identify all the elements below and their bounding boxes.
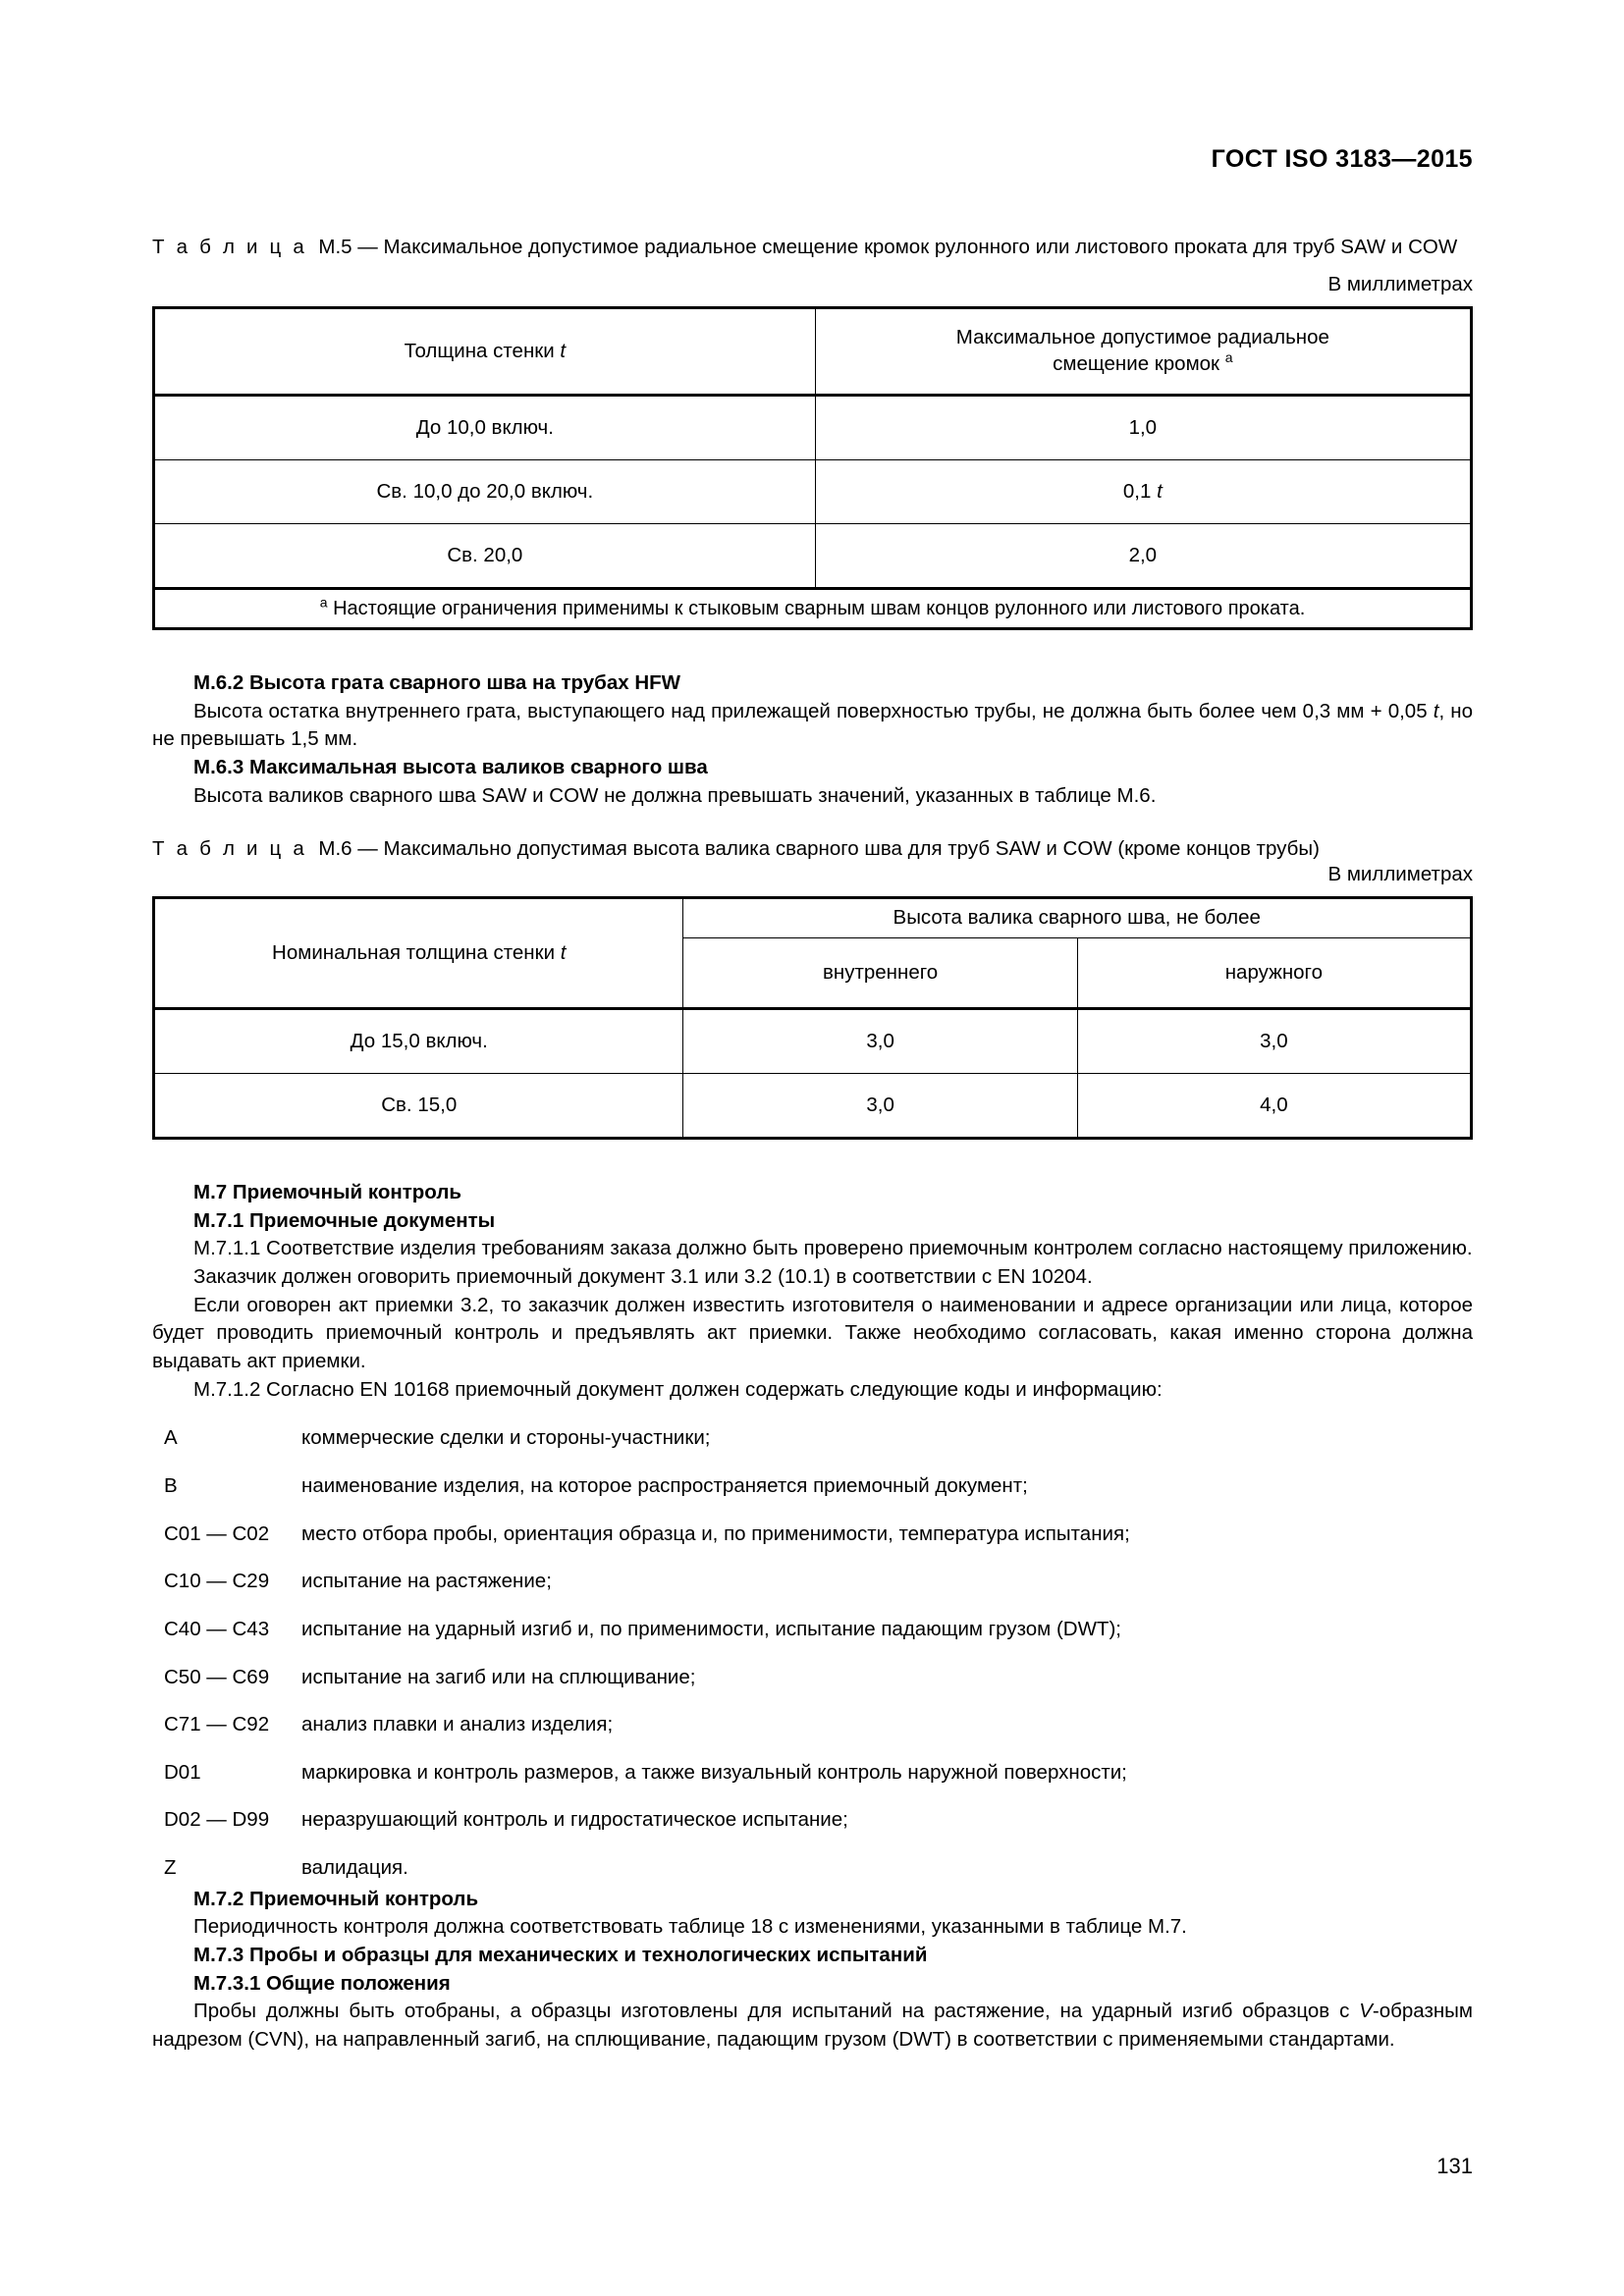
code-key: D02 — D99 [164,1808,270,1832]
page-number: 131 [1436,2154,1473,2178]
paragraph-m6-3-body: Высота валиков сварного шва SAW и COW не должна превышать значений, указанных в таблице М.6. [193,783,1157,807]
table-row [154,1073,1472,1138]
table-m6-header-thickness-symbol: t [560,940,567,964]
table-m6-header-thickness-text: Номинальная толщина стенки [272,940,561,964]
table-m6-cell-outer: 3,0 [1077,1008,1471,1073]
table-m6-header-thickness [154,898,683,1009]
paragraph-m6-2-symbol: t [1433,699,1439,722]
paragraph-m7-1-acceptance-act: Если оговорен акт приемки 3.2, то заказчик должен известить изготовителя о наименовании и адресе организации или лица, которое будет проводить приемочный контроль и предъявлять акт приемки. Также необходимо согласовать, какая именно сторона должна выдавать акт приемки. [152,1293,1473,1372]
table-m6-header-outer: наружного [1077,937,1471,1008]
table-m6-caption-dash: — [357,837,378,861]
table-m5-header-offset-line2: смещение кромок [1053,351,1225,375]
table-m5-cell-thickness: Св. 20,0 [154,523,816,588]
table-row [154,523,1472,588]
code-key: D01 [164,1760,201,1784]
paragraph-m7-3-1-symbol: V [1359,2000,1373,2023]
paragraph-m7-1-1: М.7.1.1 Соответствие изделия требованиям заказа должно быть проверено приемочным контролем согласно настоящему приложению. [193,1237,1473,1260]
table-m5-caption-number: М.5 [307,236,352,258]
table-m6-caption-label: Т а б л и ц а [152,837,307,861]
list-item [152,1569,1473,1617]
table-m5-header-row [154,307,1472,395]
list-item [152,1473,1473,1522]
table-m5-cell-offset [815,459,1471,523]
table-m5-cell-offset-value: 2,0 [1128,543,1158,566]
list-item [152,1522,1473,1570]
table-m5-cell-offset-value: 0,1 [1122,479,1158,503]
table-m6-units: В миллиметрах [1327,863,1473,886]
table-m5-header-thickness [154,307,816,395]
heading-m6-3: М.6.3 Максимальная высота валиков сварного шва [193,755,708,778]
heading-m7-1: М.7.1 Приемочные документы [193,1208,496,1232]
table-m6-cell-thickness: До 15,0 включ. [154,1008,683,1073]
code-description: коммерческие сделки и стороны-участники; [301,1426,711,1450]
heading-m7-3: М.7.3 Пробы и образцы для механических и технологических испытаний [193,1944,928,1967]
code-description: испытание на растяжение; [301,1570,552,1593]
heading-m7: М.7 Приемочный контроль [193,1180,461,1203]
list-item [152,1712,1473,1760]
table-m6-header-row-1 [154,898,1472,938]
table-m6-caption [152,835,1473,863]
acceptance-document-code-list [152,1425,1473,1885]
table-m5-footnote [154,588,1472,628]
code-key: B [164,1473,178,1497]
paragraph-m7-3-1-part1: Пробы должны быть отобраны, а образцы изготовлены для испытаний на растяжение, на ударный изгиб образцов с [193,2000,1360,2023]
code-description: испытание на ударный изгиб и, по применимости, испытание падающим грузом (DWT); [301,1617,1121,1640]
table-row [154,459,1472,523]
table-m5-cell-thickness: До 10,0 включ. [154,395,816,459]
table-m6 [152,896,1473,1140]
code-key: C50 — C69 [164,1665,270,1688]
document-header-standard-number: ГОСТ ISO 3183—2015 [1211,145,1473,173]
table-m6-header-inner: внутреннего [683,937,1077,1008]
table-m5-caption-label: Т а б л и ц а [152,236,307,258]
table-row [154,395,1472,459]
table-m5-cell-offset [815,395,1471,459]
table-m5-caption-dash: — [357,236,378,258]
table-m5-footnote-row [154,588,1472,628]
table-row [154,1008,1472,1073]
page-content [152,0,1473,2055]
table-m5-caption-text: Максимальное допустимое радиальное смещение кромок рулонного или листового проката для труб SAW и COW [383,236,1458,258]
code-key: C10 — C29 [164,1570,270,1593]
table-m6-cell-thickness: Св. 15,0 [154,1073,683,1138]
code-description: валидация. [301,1856,408,1880]
table-m5-footnote-marker: a [319,594,328,611]
table-m5-footnote-text: Настоящие ограничения применимы к стыковым сварным швам концов рулонного или листового проката. [327,597,1306,619]
paragraph-m6-2-body [152,698,1473,754]
code-key: C01 — C02 [164,1522,270,1545]
table-m6-header-group: Высота валика сварного шва, не более [683,898,1472,938]
heading-m7-3-1: М.7.3.1 Общие положения [193,1971,451,1995]
code-key: C71 — C92 [164,1713,270,1736]
code-description: маркировка и контроль размеров, а также визуальный контроль наружной поверхности; [301,1760,1127,1784]
paragraph-m7-1-customer-doc: Заказчик должен оговорить приемочный документ 3.1 или 3.2 (10.1) в соответствии с EN 10204. [193,1264,1093,1288]
table-m5-cell-offset [815,523,1471,588]
table-m5-header-thickness-text: Толщина стенки [404,339,561,362]
paragraph-m7-3-1-body [152,1998,1473,2054]
table-m6-cell-inner: 3,0 [683,1073,1077,1138]
code-description: анализ плавки и анализ изделия; [301,1713,614,1736]
page-number-wrapper [152,2140,1473,2179]
list-item [152,1760,1473,1808]
table-m5-header-offset-line1: Максимальное допустимое радиальное [955,326,1329,349]
paragraph-m7-2-body: Периодичность контроля должна соответствовать таблице 18 с изменениями, указанными в таблице М.7. [193,1915,1187,1939]
table-m5-caption [152,234,1473,261]
code-key: C40 — C43 [164,1617,270,1640]
paragraph-m6-2-part1: Высота остатка внутреннего грата, выступающего над прилежащей поверхностью трубы, не должна быть более чем 0,3 мм + 0,05 [193,699,1434,722]
table-m5-cell-thickness: Св. 10,0 до 20,0 включ. [154,459,816,523]
list-item [152,1617,1473,1665]
code-description: неразрушающий контроль и гидростатическое испытание; [301,1808,848,1832]
paragraph-m6-2-part2: , но не превышать 1,5 мм. [152,699,1473,751]
paragraph-m7-3-1-part2: -образным надрезом (CVN), на направленный загиб, на сплющивание, падающим грузом (DWT) в соответствии с применяемыми стандартами. [152,2000,1473,2052]
table-m5-header-thickness-symbol: t [560,339,567,362]
table-m6-cell-outer: 4,0 [1077,1073,1471,1138]
code-description: испытание на загиб или на сплющивание; [301,1665,696,1688]
table-m5 [152,306,1473,630]
table-m5-header-offset [815,307,1471,395]
table-m5-units: В миллиметрах [1327,272,1473,295]
table-m6-caption-text: Максимально допустимая высота валика сварного шва для труб SAW и COW (кроме концов трубы) [383,837,1320,861]
list-item [152,1855,1473,1886]
table-m5-header-footnote-marker: a [1224,349,1233,366]
code-description: наименование изделия, на которое распространяется приемочный документ; [301,1473,1028,1497]
list-item [152,1425,1473,1473]
table-m6-caption-number: М.6 [307,837,352,861]
heading-m7-2: М.7.2 Приемочный контроль [193,1887,479,1910]
heading-m6-2: М.6.2 Высота грата сварного шва на трубах HFW [193,670,680,694]
paragraph-m7-1-2: М.7.1.2 Согласно EN 10168 приемочный документ должен содержать следующие коды и информацию: [193,1377,1163,1401]
table-m6-cell-inner: 3,0 [683,1008,1077,1073]
code-description: место отбора пробы, ориентация образца и, по применимости, температура испытания; [301,1522,1130,1545]
table-m5-cell-offset-symbol: t [1157,479,1163,503]
code-key: A [164,1426,178,1450]
code-key: Z [164,1856,177,1880]
table-m5-cell-offset-value: 1,0 [1128,415,1158,439]
list-item [152,1807,1473,1855]
list-item [152,1665,1473,1713]
